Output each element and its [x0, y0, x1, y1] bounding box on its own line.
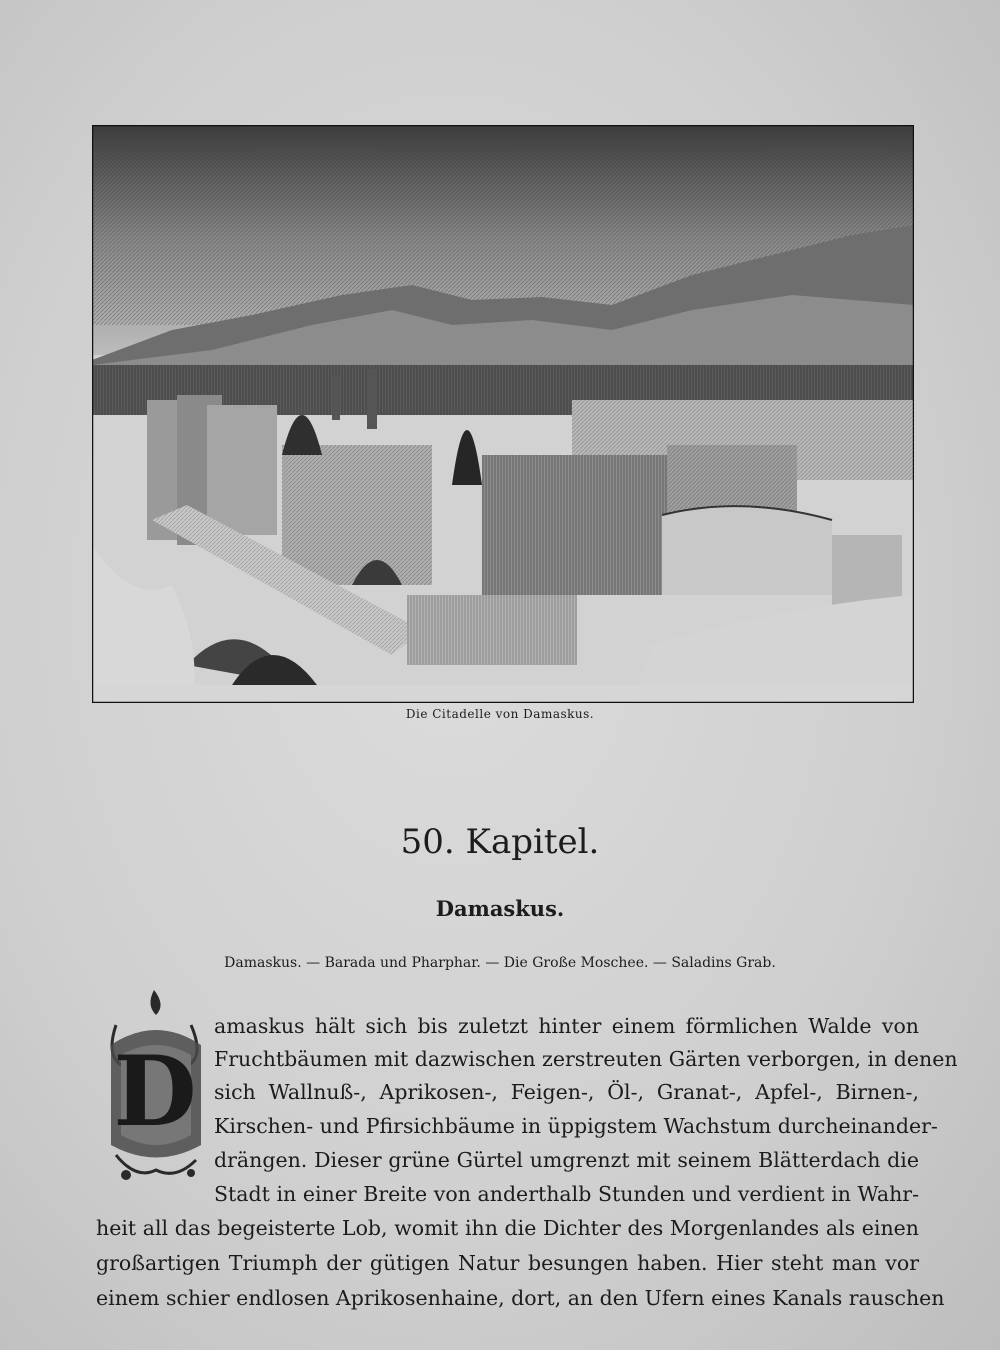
citadel-illustration [92, 125, 914, 703]
body-line-1: amaskus hält sich bis zuletzt hinter einem förmlichen Walde von [214, 1014, 919, 1038]
figure-caption: Die Citadelle von Damaskus. [405, 707, 595, 721]
chapter-summary: Damaskus. — Barada und Pharphar. — Die Große Moschee. — Saladins Grab. [224, 955, 776, 971]
body-line-9: einem schier endlosen Aprikosenhaine, dort, an den Ufern eines Kanals rauschen [96, 1286, 945, 1310]
body-line-5: drängen. Dieser grüne Gürtel umgrenzt mit seinem Blätterdach die [214, 1148, 919, 1172]
chapter-heading: 50. Kapitel. [400, 822, 600, 862]
body-line-7: heit all das begeisterte Lob, womit ihn die Dichter des Morgenlandes als einen [96, 1216, 919, 1240]
engraving-image [92, 125, 914, 703]
initial-letter: D [113, 1035, 197, 1148]
body-line-3: sich Wallnuß-, Aprikosen-, Feigen-, Öl-, Granat-, Apfel-, Birnen-, [214, 1080, 919, 1104]
body-line-2: Fruchtbäumen mit dazwischen zerstreuten Gärten verborgen, in denen [214, 1047, 958, 1071]
body-line-6: Stadt in einer Breite von anderthalb Stunden und verdient in Wahr- [214, 1182, 919, 1206]
body-line-8: großartigen Triumph der gütigen Natur besungen haben. Hier steht man vor [96, 1251, 919, 1275]
ornament-icon [96, 985, 214, 1185]
decorated-initial [96, 985, 214, 1185]
chapter-title: Damaskus. [435, 896, 565, 921]
body-line-4: Kirschen- und Pfirsichbäume in üppigstem Wachstum durcheinander- [214, 1114, 938, 1138]
